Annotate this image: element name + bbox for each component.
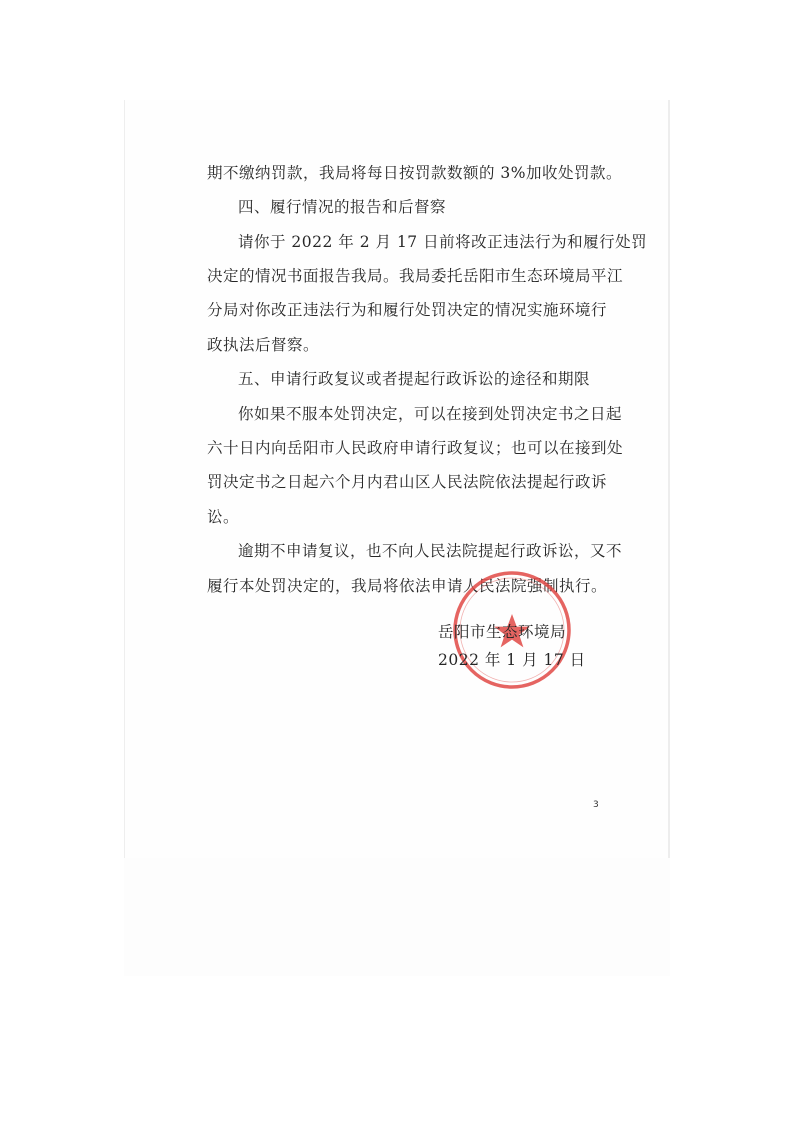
paragraph-line-13: 履行本处罚决定的，我局将依法申请人民法院强制执行。 xyxy=(207,577,608,595)
section-heading-4: 四、履行情况的报告和后督察 xyxy=(238,198,447,216)
paragraph-line-4: 决定的情况书面报告我局。我局委托岳阳市生态环境局平江 xyxy=(207,267,624,285)
section-heading-5: 五、申请行政复议或者提起行政诉讼的途径和期限 xyxy=(238,370,591,388)
paragraph-line-12: 逾期不申请复议，也不向人民法院提起行政诉讼，又不 xyxy=(238,542,623,560)
page-edge-left xyxy=(124,100,125,858)
paragraph-line-6: 政执法后督察。 xyxy=(207,336,320,354)
paragraph-line-11: 讼。 xyxy=(207,508,240,526)
paragraph-line-5: 分局对你改正违法行为和履行处罚决定的情况实施环境行 xyxy=(207,301,608,319)
paragraph-line-10: 罚决定书之日起六个月内君山区人民法院依法提起行政诉 xyxy=(207,473,608,491)
page-number: 3 xyxy=(593,800,599,810)
page-edge-right xyxy=(668,100,670,858)
paragraph-line-1: 期不缴纳罚款，我局将每日按罚款数额的 3%加收处罚款。 xyxy=(207,164,623,182)
issue-date: 2022 年 1 月 17 日 xyxy=(438,651,586,669)
paragraph-line-9: 六十日内向岳阳市人民政府申请行政复议；也可以在接到处 xyxy=(207,439,624,457)
paragraph-line-8: 你如果不服本处罚决定，可以在接到处罚决定书之日起 xyxy=(238,405,623,423)
issuer-signature: 岳阳市生态环境局 xyxy=(438,623,567,641)
scan-lower-margin xyxy=(124,858,670,976)
paragraph-line-3: 请你于 2022 年 2 月 17 日前将改正违法行为和履行处罚 xyxy=(238,233,648,251)
